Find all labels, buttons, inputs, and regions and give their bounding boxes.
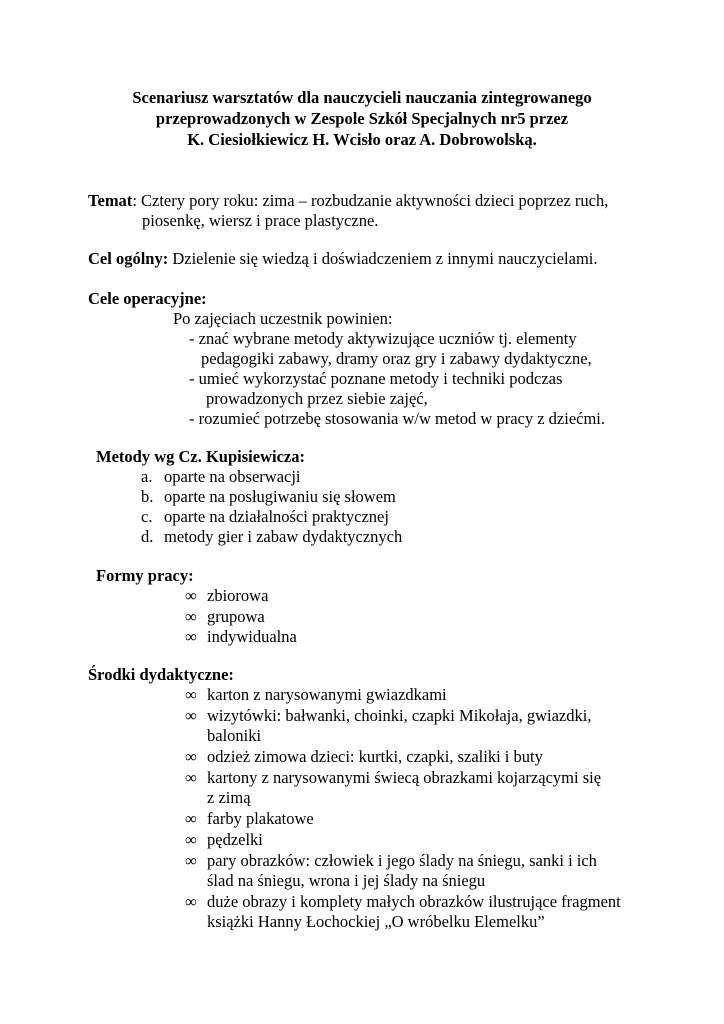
title-line-3: K. Ciesiołkiewicz H. Wcisło oraz A. Dobrowolską.: [187, 130, 537, 149]
infinity-bullet-icon: ∞: [185, 607, 197, 626]
metody-item-d-letter: d.: [141, 527, 154, 546]
srodki-item-8-line-1: duże obrazy i komplety małych obrazków ilustrujące fragment: [207, 892, 621, 911]
cele-intro: Po zajęciach uczestnik powinien:: [173, 309, 393, 328]
cel-item-1-line-2: pedagogiki zabawy, dramy oraz gry i zabawy dydaktyczne,: [201, 349, 592, 368]
metody-item-a-text: oparte na obserwacji: [164, 467, 301, 486]
infinity-bullet-icon: ∞: [185, 830, 197, 849]
title-line-2: przeprowadzonych w Zespole Szkół Specjalnych nr5 przez: [155, 109, 569, 128]
srodki-item-5-line-1: farby plakatowe: [207, 809, 314, 828]
cele-operacyjne-label: Cele operacyjne:: [88, 289, 207, 308]
metody-item-c-text: oparte na działalności praktycznej: [164, 507, 389, 526]
infinity-bullet-icon: ∞: [185, 892, 197, 911]
srodki-item-8-line-2: książki Hanny Łochockiej „O wróbelku Elemelku”: [207, 912, 545, 931]
cel-ogolny-text: Dzielenie się wiedzą i doświadczeniem z innymi nauczycielami.: [172, 249, 598, 268]
cel-ogolny-label: Cel ogólny:: [88, 249, 169, 268]
formy-item-2: grupowa: [207, 607, 265, 626]
formy-item-3: indywidualna: [207, 627, 297, 646]
metody-item-c-letter: c.: [141, 507, 153, 526]
srodki-item-1-line-1: karton z narysowanymi gwiazdkami: [207, 685, 447, 704]
metody-item-a-letter: a.: [141, 467, 153, 486]
infinity-bullet-icon: ∞: [185, 851, 197, 870]
infinity-bullet-icon: ∞: [185, 768, 197, 787]
cel-item-3-line-1: - rozumieć potrzebę stosowania w/w metod w pracy z dziećmi.: [189, 409, 606, 428]
srodki-item-4-line-1: kartony z narysowanymi świecą obrazkami kojarzącymi się: [207, 768, 602, 787]
cel-ogolny: [88, 249, 598, 269]
srodki-item-7-line-2: ślad na śniegu, wrona i jej ślady na śniegu: [207, 871, 486, 890]
srodki-item-7-line-1: pary obrazków: człowiek i jego ślady na śniegu, sanki i ich: [207, 851, 597, 870]
metody-label: Metody wg Cz. Kupisiewicza:: [96, 447, 305, 466]
temat-line-2: piosenkę, wiersz i prace plastyczne.: [142, 211, 379, 230]
metody-item-d-text: metody gier i zabaw dydaktycznych: [164, 527, 403, 546]
metody-item-b-letter: b.: [141, 487, 154, 506]
srodki-item-3-line-1: odzież zimowa dzieci: kurtki, czapki, szaliki i buty: [207, 747, 543, 766]
srodki-label: Środki dydaktyczne:: [88, 665, 234, 684]
infinity-bullet-icon: ∞: [185, 685, 197, 704]
cel-item-2-line-2: prowadzonych przez siebie zajęć,: [206, 389, 428, 408]
srodki-item-2-line-1: wizytówki: bałwanki, choinki, czapki Mikołaja, gwiazdki,: [207, 706, 592, 725]
cel-item-2-line-1: - umieć wykorzystać poznane metody i techniki podczas: [189, 369, 563, 388]
srodki-item-6-line-1: pędzelki: [207, 830, 263, 849]
temat-text: : Cztery pory roku: zima – rozbudzanie aktywności dzieci poprzez ruch,: [132, 191, 609, 210]
srodki-item-2-line-2: baloniki: [207, 726, 262, 745]
infinity-bullet-icon: ∞: [185, 706, 197, 725]
title-line-1: Scenariusz warsztatów dla nauczycieli nauczania zintegrowanego: [132, 88, 592, 107]
infinity-bullet-icon: ∞: [185, 586, 197, 605]
metody-item-b-text: oparte na posługiwaniu się słowem: [164, 487, 396, 506]
formy-item-1: zbiorowa: [207, 586, 269, 605]
infinity-bullet-icon: ∞: [185, 627, 197, 646]
cel-item-1-line-1: - znać wybrane metody aktywizujące uczniów tj. elementy: [189, 329, 577, 348]
srodki-item-4-line-2: z zimą: [207, 788, 251, 807]
temat-label: Temat: [88, 191, 133, 210]
infinity-bullet-icon: ∞: [185, 747, 197, 766]
temat-line-1: [88, 191, 608, 211]
formy-label: Formy pracy:: [96, 566, 194, 585]
infinity-bullet-icon: ∞: [185, 809, 197, 828]
